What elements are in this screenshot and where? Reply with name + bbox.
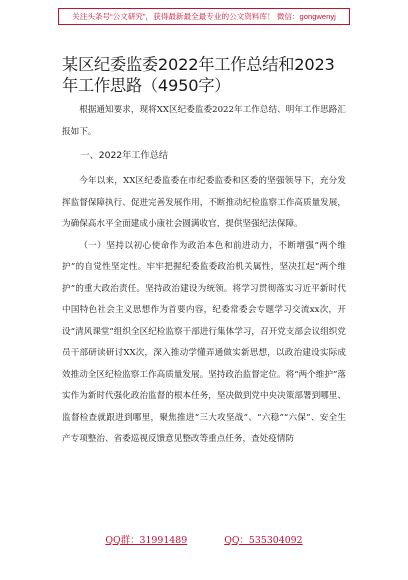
footer-qq-group: QQ群：31991489 [105,535,188,546]
body-paragraph-1: 今年以来，XX区纪委监委在市纪委监委和区委的坚强领导下，充分发挥监督保障执行、促进完善发展作用，不断推动纪检监察工作高质量发展，为确保高水平全面建成小康社会圆满收官，提供坚强纪法保障。 [62,176,346,229]
document-body [62,54,346,451]
intro-paragraph: 根据通知要求，现将XX区纪委监委2022年工作总结、明年工作思路汇报如下。 [62,105,346,137]
section-heading: 一、2022年工作总结 [80,150,169,161]
document-title: 某区纪委监委2022年工作总结和2023年工作思路（4950字） [62,55,335,95]
top-banner: 关注头条号“公文研究”，获得最新最全最专业的公文资料库！ 微信：gongwenyj [58,8,350,25]
footer-contact [0,532,408,546]
body-paragraph-2: （一）坚持以初心使命作为政治本色和前进动力，不断增强“两个维护”的自觉性坚定性。牢牢把握纪委监委政治机关属性，坚决扛起“两个维护”的重大政治责任。坚持政治建设为统领。将学习贯彻落实习近平新时代中国特色社会主义思想作为首要内容，纪委常委会专题学习交流xx次，开设“清风课堂”组织全区纪检监察干部进行集体学习，召开党支部会议组织党员干部研读研讨XX次，深入推动学懂弄通做实新思想，以政治建设实际成效推动全区纪检监察工作高质量发展。坚持政治监督定位。将“两个维护”落实作为新时代强化政治监督的根本任务，坚决做到党中央决策部署到哪里、监督检查就跟进到哪里，聚焦推进“三大攻坚战”、“六稳”“六保”、安全生产专项整治、省委巡视反馈意见整改等重点任务，查处疫情防 [62,240,346,444]
footer-qq: QQ：535304092 [224,535,303,546]
